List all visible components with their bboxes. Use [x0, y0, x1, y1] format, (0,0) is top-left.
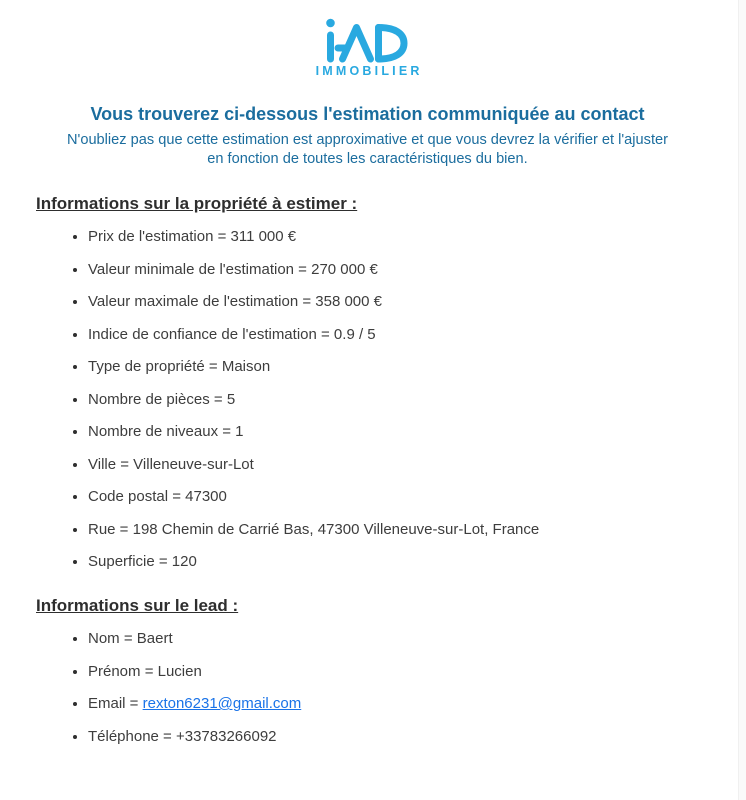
property-list: [36, 228, 699, 570]
iad-logo-tagline: IMMOBILIER: [315, 64, 423, 78]
property-list-item: [88, 326, 699, 343]
lead-list-item: [88, 695, 699, 712]
intro-block: [36, 104, 699, 168]
property-item-text: Valeur minimale de l'estimation = 270 000 €: [88, 260, 378, 278]
property-list-item: [88, 456, 699, 473]
property-list-item: [88, 293, 699, 310]
right-gutter: [738, 0, 746, 800]
lead-list: [36, 630, 699, 745]
property-item-text: Superficie = 120: [88, 553, 197, 570]
property-list-item: [88, 358, 699, 375]
lead-list-item: [88, 663, 699, 680]
intro-title: Vous trouverez ci-dessous l'estimation communiquée au contact: [90, 104, 645, 124]
iad-logo-icon: [325, 18, 411, 64]
property-item-text: Nombre de niveaux = 1: [88, 423, 244, 440]
property-item-text: Ville = Villeneuve-sur-Lot: [88, 455, 254, 473]
property-item-text: Nombre de pièces = 5: [88, 390, 236, 408]
intro-subtitle-line2: en fonction de toutes les caractéristiques du bien.: [207, 150, 528, 167]
property-list-item: [88, 228, 699, 245]
property-section-heading: Informations sur la propriété à estimer :: [36, 194, 358, 213]
lead-list-item: [88, 630, 699, 647]
intro-subtitle: [36, 131, 699, 168]
email-link[interactable]: rexton6231@gmail.com: [142, 695, 302, 712]
intro-subtitle-line1: N'oubliez pas que cette estimation est approximative et que vous devrez la vérifier et l'ajuster: [67, 132, 668, 148]
property-list-item: [88, 521, 699, 538]
property-item-text: Valeur maximale de l'estimation = 358 000 €: [88, 293, 383, 310]
iad-logo: [36, 18, 699, 78]
property-list-item: [88, 488, 699, 505]
property-list-item: [88, 391, 699, 408]
property-item-text: Rue = 198 Chemin de Carrié Bas, 47300 Villeneuve-sur-Lot, France: [88, 520, 540, 538]
property-item-text: Prix de l'estimation = 311 000 €: [88, 228, 297, 245]
lead-item-text: Nom = Baert: [88, 630, 173, 647]
property-item-text: Code postal = 47300: [88, 488, 227, 505]
lead-item-text: Email =: [88, 695, 143, 712]
lead-item-text: Téléphone = +33783266092: [88, 727, 277, 745]
property-section: [36, 194, 699, 570]
lead-section: [36, 596, 699, 745]
property-item-text: Type de propriété = Maison: [88, 358, 271, 375]
lead-list-item: [88, 728, 699, 745]
property-item-text: Indice de confiance de l'estimation = 0.9 / 5: [88, 325, 376, 343]
lead-item-text: Prénom = Lucien: [88, 662, 202, 680]
property-list-item: [88, 423, 699, 440]
property-list-item: [88, 261, 699, 278]
property-list-item: [88, 553, 699, 570]
lead-section-heading: Informations sur le lead :: [36, 596, 239, 615]
